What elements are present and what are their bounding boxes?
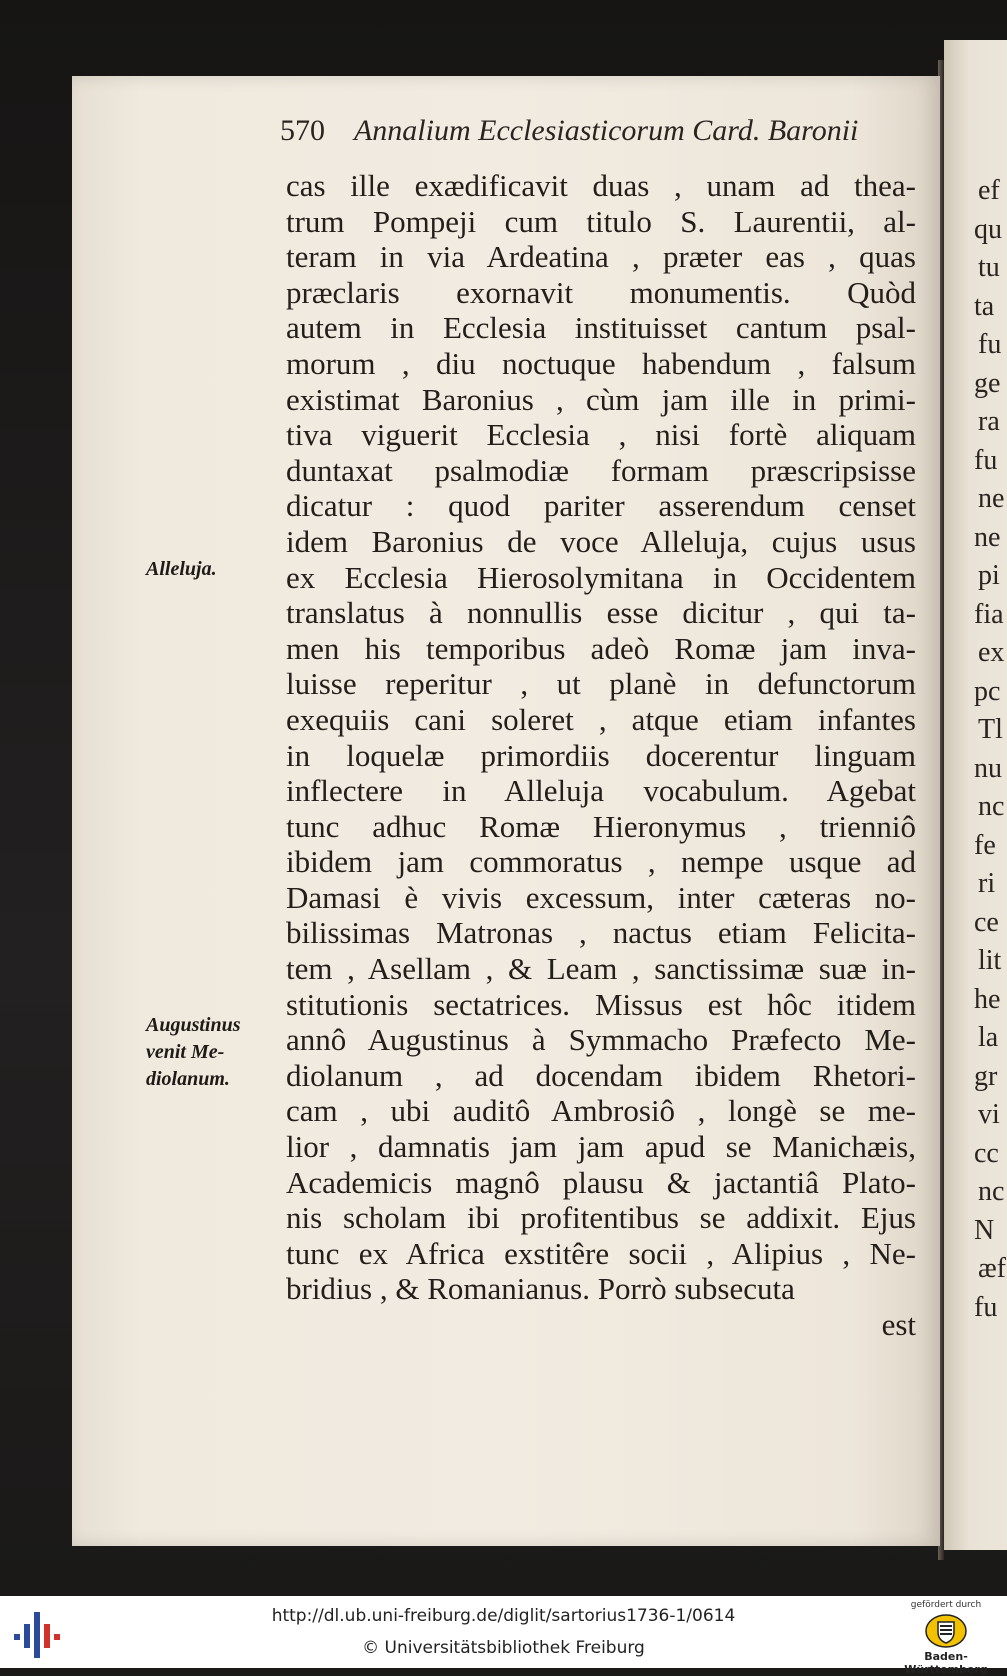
text-line: Damasi è vivis excessum, inter cæteras no- <box>286 879 916 915</box>
facing-page-fragment: ce <box>974 906 999 938</box>
text-line: men his temporibus adeò Romæ jam inva- <box>286 630 916 666</box>
text-line: cas ille exædificavit duas , unam ad thea- <box>286 168 916 203</box>
facing-page-fragment: ra <box>978 406 1000 437</box>
facing-page-fragment: ge <box>974 367 1001 399</box>
facing-page-fragment: ef <box>978 175 1000 206</box>
facing-page-fragment: qu <box>974 213 1002 245</box>
facing-page-fragment: N <box>974 1214 995 1246</box>
facing-page-fragment: fu <box>974 444 998 476</box>
sponsor-name: Baden-Württemberg <box>904 1650 988 1676</box>
text-line: annô Augustinus à Symmacho Præfecto Me- <box>286 1022 916 1058</box>
text-line: tunc adhuc Romæ Hieronymus , trienniô <box>286 808 916 844</box>
text-line: bridius , & Romanianus. Porrò subsecuta <box>286 1271 795 1307</box>
facing-page-fragment: ne <box>974 521 1001 553</box>
facing-page-fragment: ex <box>978 637 1005 668</box>
facing-page-fragment: lit <box>978 945 1002 976</box>
facing-page-fragment: gr <box>974 1060 998 1092</box>
text-line: Academicis magnô plausu & jactantiâ Plato- <box>286 1164 916 1200</box>
text-line: ex Ecclesia Hierosolymitana in Occidentem <box>286 559 916 595</box>
facing-page-fragment: nc <box>978 791 1005 822</box>
text-line: translatus à nonnullis esse dicitur , qui ta- <box>286 595 916 631</box>
permalink-url[interactable]: http://dl.ub.uni-freiburg.de/diglit/sartorius1736-1/0614 <box>271 1606 736 1626</box>
page-number: 570 <box>280 114 325 147</box>
catchword: est <box>881 1307 916 1342</box>
margin-note-augustinus <box>146 1012 241 1093</box>
facing-page-fragment: fia <box>974 598 1004 630</box>
text-line: ibidem jam commoratus , nempe usque ad <box>286 844 916 880</box>
text-line: exequiis cani soleret , atque etiam infantes <box>286 701 916 737</box>
text-line: inflectere in Alleluja vocabulum. Agebat <box>286 773 916 809</box>
text-line: diolanum , ad docendam ibidem Rhetori- <box>286 1057 916 1093</box>
facing-page-fragment: pi <box>978 560 1000 591</box>
margin-note-line: diolanum. <box>146 1068 230 1090</box>
facing-page-fragment: æf <box>978 1253 1006 1284</box>
running-head-title: Annalium Ecclesiasticorum Card. Baronii <box>353 114 859 147</box>
text-line: dicatur : quod pariter asserendum censet <box>286 488 916 524</box>
facing-page-fragment: fe <box>974 829 996 861</box>
facing-page-fragment: tu <box>978 252 1000 283</box>
facing-page-fragment: pc <box>974 675 1001 707</box>
facing-page-fragment: he <box>974 983 1001 1015</box>
text-line: tunc ex Africa exstitêre socii , Alipius , Ne- <box>286 1235 916 1271</box>
body-text <box>286 168 916 1343</box>
text-line: nis scholam ibi profitentibus se addixit. Ejus <box>286 1200 916 1236</box>
copyright-notice: © Universitätsbibliothek Freiburg <box>362 1638 645 1658</box>
facing-page-fragment: vi <box>978 1099 1000 1130</box>
text-line: cam , ubi auditô Ambrosiô , longè se me- <box>286 1093 916 1129</box>
text-line: tiva viguerit Ecclesia , nisi fortè aliquam <box>286 417 916 453</box>
margin-note-line: venit Me- <box>146 1041 225 1063</box>
sponsor-label: gefördert durch <box>910 1600 982 1610</box>
text-line: tem , Asellam , & Leam , sanctissimæ suæ in- <box>286 951 916 987</box>
coat-of-arms-icon <box>924 1614 968 1648</box>
facing-page-fragment: ne <box>978 483 1005 514</box>
facing-page-fragment: la <box>978 1022 999 1053</box>
text-line: bilissimas Matronas , nactus etiam Felicita- <box>286 915 916 951</box>
text-line: præclaris exornavit monumentis. Quòd <box>286 274 916 310</box>
text-line: morum , diu noctuque habendum , falsum <box>286 345 916 381</box>
facing-page-fragment: fu <box>978 329 1002 360</box>
running-head <box>280 114 858 148</box>
text-line: lior , damnatis jam jam apud se Manichæis, <box>286 1129 916 1165</box>
text-line: duntaxat psalmodiæ formam præscripsisse <box>286 452 916 488</box>
text-line: teram in via Ardeatina , præter eas , quas <box>286 239 916 275</box>
text-line: autem in Ecclesia instituisset cantum psal- <box>286 310 916 346</box>
text-line: in loquelæ primordiis docerentur linguam <box>286 737 916 773</box>
facing-page-fragment: ta <box>974 290 995 322</box>
facing-page-fragment: nu <box>974 752 1002 784</box>
sponsor-badge <box>892 1600 1000 1676</box>
facing-page-fragment: cc <box>974 1137 999 1169</box>
text-line: trum Pompeji cum titulo S. Laurentii, al- <box>286 203 916 239</box>
facing-page-fragment: fu <box>974 1291 998 1323</box>
facing-page-fragment: Tl <box>978 714 1003 745</box>
margin-note-alleluja: Alleluja. <box>146 558 217 580</box>
facing-page-fragment: ri <box>978 868 996 899</box>
margin-note-line: Augustinus <box>146 1014 241 1036</box>
text-line: stitutionis sectatrices. Missus est hôc itidem <box>286 986 916 1022</box>
text-line: luisse reperitur , ut planè in defunctorum <box>286 666 916 702</box>
text-line: idem Baronius de voce Alleluja, cujus usus <box>286 523 916 559</box>
viewer-footer <box>0 1596 1007 1676</box>
facing-page <box>944 40 1007 1550</box>
facing-page-fragment: nc <box>978 1176 1005 1207</box>
text-line: existimat Baronius , cùm jam ille in primi- <box>286 381 916 417</box>
